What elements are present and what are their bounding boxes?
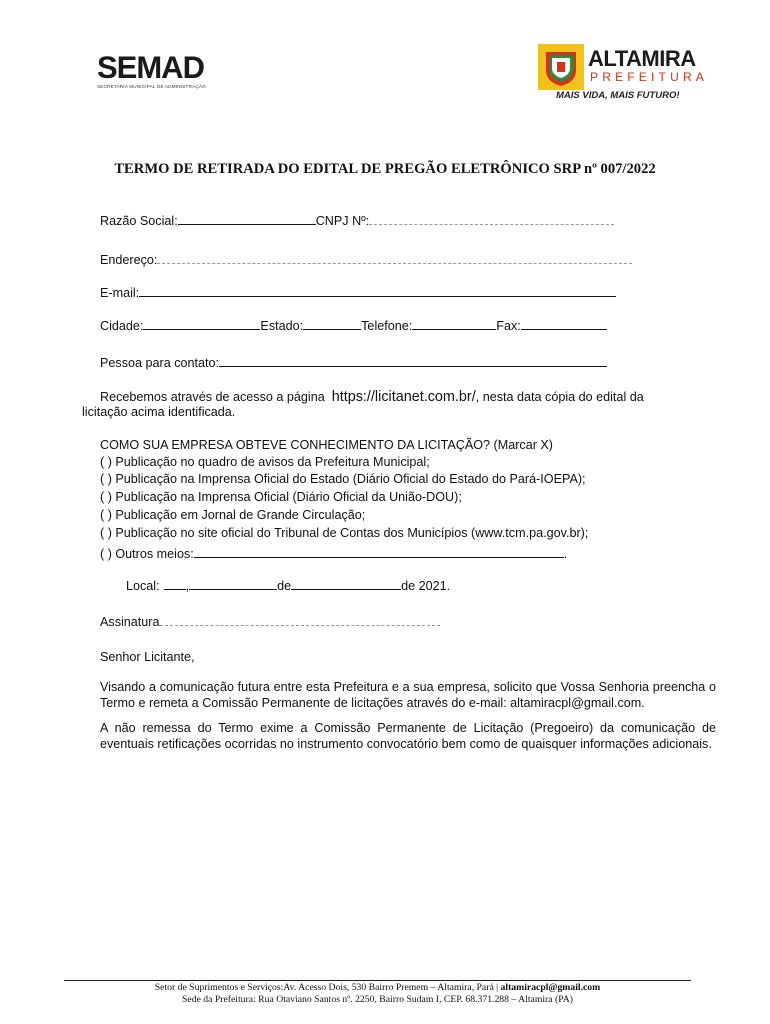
local-label: Local: bbox=[126, 579, 160, 593]
option-dou[interactable]: ( ) Publicação na Imprensa Oficial (Diário Oficial da União-DOU); bbox=[100, 490, 462, 504]
footer-address: Setor de Suprimentos e Serviços:Av. Acesso Dois, 530 Bairro Premem – Altamira, Pará | bbox=[154, 982, 499, 993]
local-row: Local: , de de 2021. bbox=[126, 579, 451, 593]
fax-label: Fax: bbox=[496, 319, 521, 333]
pessoa-row bbox=[100, 354, 607, 370]
telefone-field[interactable] bbox=[412, 317, 496, 330]
altamira-logo-slogan: MAIS VIDA, MAIS FUTURO! bbox=[556, 90, 680, 101]
cidade-field[interactable] bbox=[143, 317, 260, 330]
cidade-label: Cidade: bbox=[100, 319, 144, 333]
licitanet-url[interactable]: https://licitanet.com.br/ bbox=[331, 389, 476, 405]
fax-field[interactable] bbox=[521, 317, 607, 330]
option-outros-row: ( ) Outros meios: . bbox=[100, 547, 568, 561]
estado-field[interactable] bbox=[303, 317, 361, 330]
semad-logo-subtitle: SECRETARIA MUNICIPAL DE ADMINISTRAÇÃO bbox=[97, 84, 206, 89]
day-field[interactable] bbox=[189, 577, 277, 590]
year-label: de 2021. bbox=[401, 579, 451, 593]
document-title: TERMO DE RETIRADA DO EDITAL DE PREGÃO ELETRÔNICO SRP nº 007/2022 bbox=[114, 161, 656, 177]
footer-line-1 bbox=[64, 982, 691, 993]
semad-logo-text: SEMAD bbox=[97, 49, 204, 86]
estado-label: Estado: bbox=[260, 319, 304, 333]
assinatura-label: Assinatura bbox=[100, 615, 160, 629]
footer-divider bbox=[64, 980, 691, 981]
altamira-logo-prefeitura: PREFEITURA bbox=[590, 70, 709, 84]
endereco-label: Endereço: bbox=[100, 253, 158, 267]
razao-social-label: Razão Social: bbox=[100, 214, 178, 228]
assinatura-field[interactable] bbox=[160, 613, 440, 626]
email-label: E-mail: bbox=[100, 286, 140, 300]
option-jornal[interactable]: ( ) Publicação em Jornal de Grande Circulação; bbox=[100, 508, 366, 522]
endereco-field[interactable] bbox=[157, 251, 632, 264]
razao-social-row bbox=[100, 212, 614, 228]
de-label: de bbox=[277, 579, 292, 593]
telefone-label: Telefone: bbox=[361, 319, 413, 333]
option-tcm[interactable]: ( ) Publicação no site oficial do Tribunal de Contas dos Municípios (www.tcm.pa.gov.br); bbox=[100, 526, 589, 540]
altamira-logo-name: ALTAMIRA bbox=[588, 46, 696, 71]
receipt-line-2: licitação acima identificada. bbox=[82, 405, 236, 419]
razao-social-field[interactable] bbox=[178, 212, 316, 225]
endereco-row bbox=[100, 251, 632, 267]
salutation: Senhor Licitante, bbox=[100, 650, 195, 664]
month-field[interactable] bbox=[291, 577, 401, 590]
altamira-logo bbox=[538, 44, 709, 106]
footer-email[interactable]: altamiracpl@gmail.com bbox=[500, 982, 601, 993]
receipt-text-after: , nesta data cópia do edital da bbox=[475, 390, 644, 404]
body-paragraph-1: Visando a comunicação futura entre esta Prefeitura e a sua empresa, solicito que Vossa Senhoria preencha o Termo e remeta a Comissão Permanente de licitações através do e-mail: altamiracpl@gmail.com. bbox=[100, 680, 716, 710]
pessoa-field[interactable] bbox=[219, 354, 607, 367]
email-row bbox=[100, 284, 616, 300]
cidade-row bbox=[100, 317, 607, 333]
outros-field[interactable] bbox=[194, 545, 564, 558]
email-field[interactable] bbox=[139, 284, 616, 297]
option-outros[interactable]: ( ) Outros meios: bbox=[100, 547, 194, 561]
assinatura-row bbox=[100, 613, 440, 629]
footer-line-2: Sede da Prefeitura: Rua Otaviano Santos nº. 2250, Bairro Sudam I, CEP. 68.371.288 – Altamira (PA) bbox=[182, 994, 573, 1005]
semad-logo bbox=[97, 49, 209, 94]
receipt-text-before: Recebemos através de acesso a página bbox=[100, 390, 325, 404]
question-heading: COMO SUA EMPRESA OBTEVE CONHECIMENTO DA LICITAÇÃO? (Marcar X) bbox=[100, 438, 553, 452]
cnpj-field[interactable] bbox=[369, 212, 614, 225]
option-prefeitura[interactable]: ( ) Publicação no quadro de avisos da Prefeitura Municipal; bbox=[100, 455, 430, 469]
cnpj-label: CNPJ Nº: bbox=[315, 214, 370, 228]
local-field[interactable] bbox=[164, 577, 186, 590]
altamira-crest-icon bbox=[538, 44, 584, 90]
receipt-line-1 bbox=[100, 389, 644, 405]
body-paragraph-2: A não remessa do Termo exime a Comissão Permanente de Licitação (Pregoeiro) da comunicação de eventuais retificações ocorridas no instrumento convocatório bem como de quaisquer informações adicionais. bbox=[100, 721, 716, 751]
option-ioepa[interactable]: ( ) Publicação na Imprensa Oficial do Estado (Diário Oficial do Estado do Pará-IOEPA); bbox=[100, 472, 586, 486]
pessoa-label: Pessoa para contato: bbox=[100, 356, 220, 370]
